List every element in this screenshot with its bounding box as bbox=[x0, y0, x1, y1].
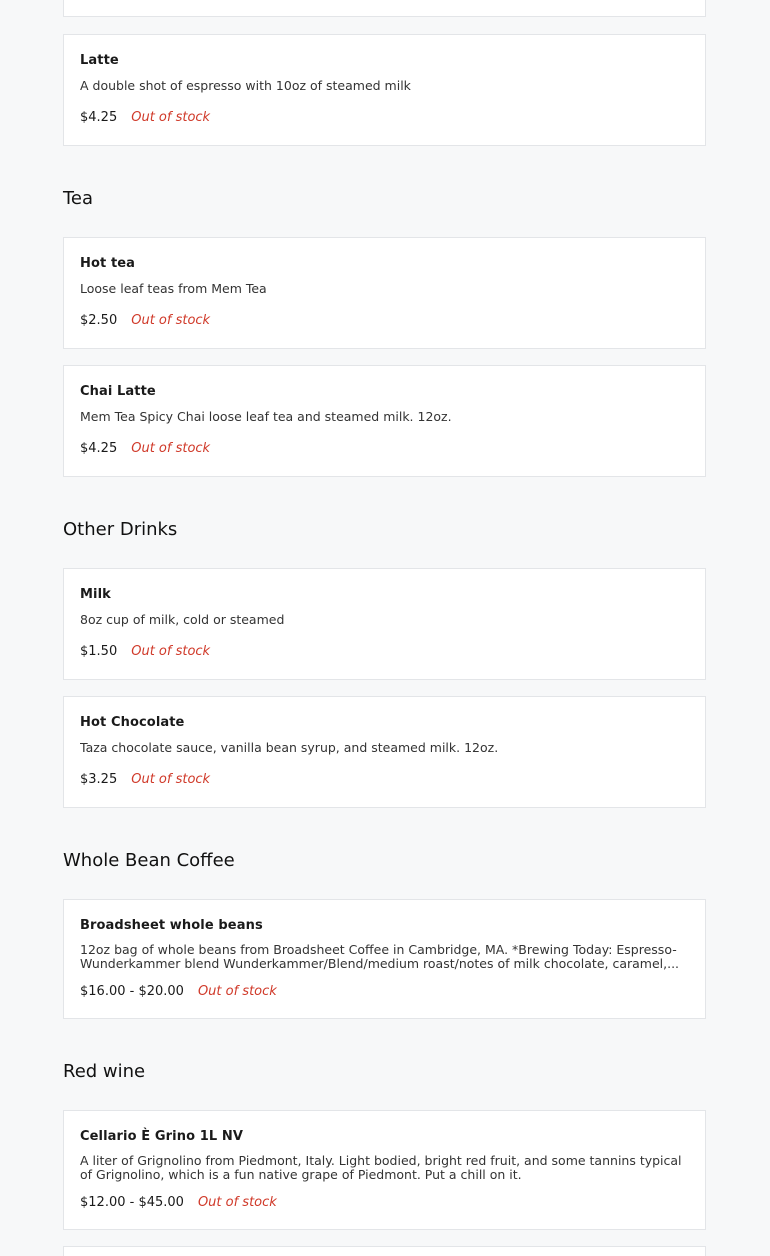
item-name: Latte bbox=[80, 53, 119, 68]
item-description: A double shot of espresso with 10oz of steamed milk bbox=[80, 78, 411, 93]
price-row bbox=[80, 644, 210, 659]
stock-status: Out of stock bbox=[131, 110, 211, 125]
stock-status: Out of stock bbox=[197, 984, 277, 999]
section-title-red-wine: Red wine bbox=[63, 1061, 146, 1082]
price-row bbox=[80, 1195, 277, 1210]
menu-item-card[interactable] bbox=[63, 365, 706, 477]
stock-status: Out of stock bbox=[131, 644, 211, 659]
menu-item-card[interactable] bbox=[63, 696, 706, 808]
item-price: $1.50 bbox=[80, 644, 118, 659]
item-name: Broadsheet whole beans bbox=[80, 918, 263, 933]
menu-item-card-partial[interactable] bbox=[63, 1246, 706, 1256]
item-price: $16.00 - $20.00 bbox=[80, 984, 184, 999]
price-row bbox=[80, 110, 210, 125]
section-title-whole-bean-coffee: Whole Bean Coffee bbox=[63, 850, 235, 871]
item-name: Hot Chocolate bbox=[80, 715, 185, 730]
item-description: Loose leaf teas from Mem Tea bbox=[80, 281, 267, 296]
stock-status: Out of stock bbox=[131, 441, 211, 456]
item-name: Chai Latte bbox=[80, 384, 156, 399]
price-row bbox=[80, 772, 210, 787]
item-price: $4.25 bbox=[80, 441, 118, 456]
item-description: 12oz bag of whole beans from Broadsheet Coffee in Cambridge, MA. *Brewing Today: Espresso- Wunderkammer blend Wunderkammer/Blend/medium roast/notes of milk chocolate, caramel,... bbox=[80, 943, 680, 971]
menu-item-card-partial[interactable] bbox=[63, 0, 706, 17]
menu-item-card[interactable] bbox=[63, 237, 706, 349]
price-row bbox=[80, 441, 210, 456]
stock-status: Out of stock bbox=[197, 1195, 277, 1210]
stock-status: Out of stock bbox=[131, 772, 211, 787]
item-description: 8oz cup of milk, cold or steamed bbox=[80, 612, 285, 627]
price-row bbox=[80, 984, 277, 999]
menu-item-card[interactable] bbox=[63, 899, 706, 1019]
menu-item-card[interactable] bbox=[63, 568, 706, 680]
price-row bbox=[80, 313, 210, 328]
item-name: Milk bbox=[80, 587, 111, 602]
item-description: A liter of Grignolino from Piedmont, Italy. Light bodied, bright red fruit, and some tannins typical of Grignolino, which is a fun native grape of Piedmont. Put a chill on it. bbox=[80, 1154, 682, 1182]
stock-status: Out of stock bbox=[131, 313, 211, 328]
item-description: Mem Tea Spicy Chai loose leaf tea and steamed milk. 12oz. bbox=[80, 409, 452, 424]
item-name: Hot tea bbox=[80, 256, 136, 271]
item-price: $2.50 bbox=[80, 313, 118, 328]
item-price: $4.25 bbox=[80, 110, 118, 125]
item-price: $3.25 bbox=[80, 772, 118, 787]
item-description: Taza chocolate sauce, vanilla bean syrup, and steamed milk. 12oz. bbox=[80, 740, 499, 755]
menu-item-card[interactable] bbox=[63, 1110, 706, 1230]
section-title-other-drinks: Other Drinks bbox=[63, 519, 178, 540]
menu-item-card[interactable] bbox=[63, 34, 706, 146]
item-price: $12.00 - $45.00 bbox=[80, 1195, 184, 1210]
item-name: Cellario È Grino 1L NV bbox=[80, 1129, 244, 1144]
section-title-tea: Tea bbox=[63, 188, 94, 209]
